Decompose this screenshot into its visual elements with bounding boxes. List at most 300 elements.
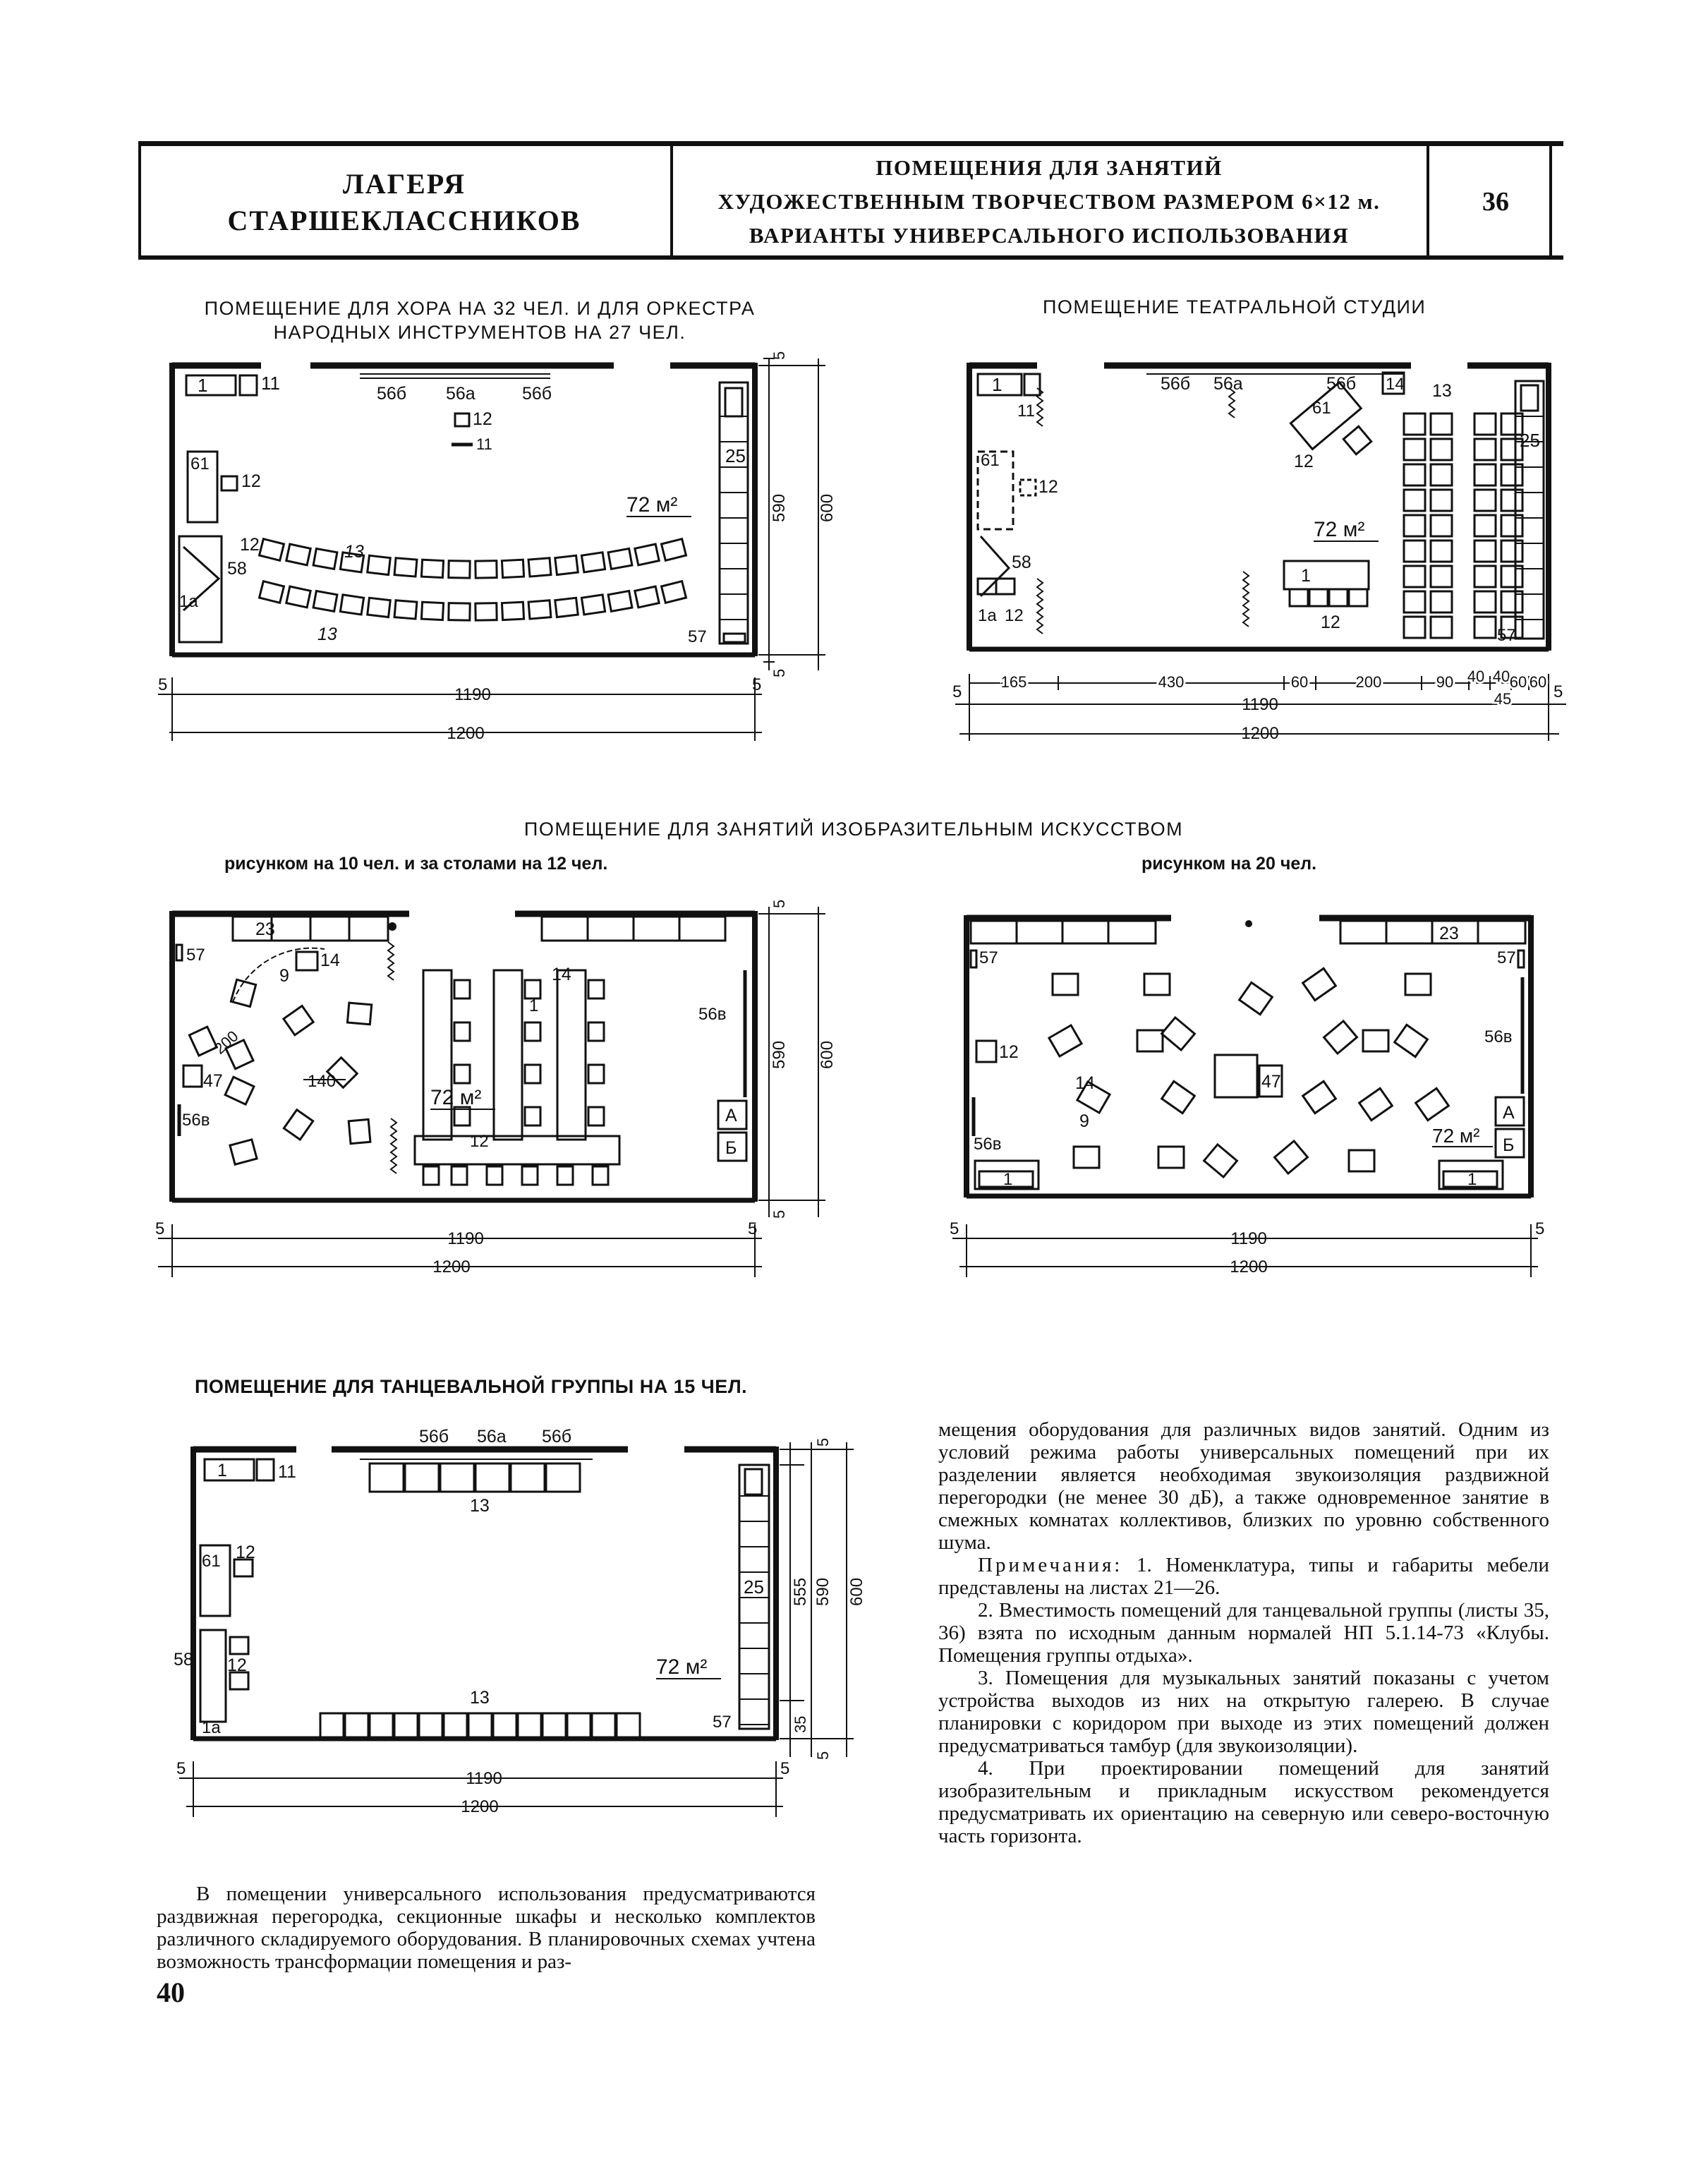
stand-group	[200, 1630, 226, 1722]
label-25: 25	[744, 1576, 764, 1598]
dim-1190: 1190	[454, 685, 491, 704]
area-label: 72 м²	[1314, 518, 1365, 541]
caption-choir-line2: НАРОДНЫХ ИНСТРУМЕНТОВ НА 27 ЧЕЛ.	[273, 322, 686, 343]
chair	[1431, 414, 1452, 435]
dim-1190: 1190	[447, 1229, 484, 1248]
label-11: 11	[278, 1462, 296, 1482]
label-23: 23	[255, 919, 275, 939]
easel	[1053, 974, 1078, 995]
header-title-line2: ХУДОЖЕСТВЕННЫМ ТВОРЧЕСТВОМ РАЗМЕРОМ 6×12 м.	[717, 189, 1381, 214]
label-1: 1	[529, 996, 539, 1015]
label-11: 11	[261, 373, 280, 394]
chair	[522, 1166, 538, 1185]
bench	[493, 1713, 516, 1737]
shelf	[240, 375, 257, 395]
chair	[1343, 426, 1371, 454]
label-b: Б	[725, 1138, 737, 1158]
label-1a: 1а	[202, 1718, 221, 1737]
easel	[1049, 1025, 1082, 1056]
chair	[1474, 490, 1496, 511]
label-57: 57	[1497, 626, 1516, 645]
chair	[1474, 464, 1496, 485]
label-12: 12	[473, 409, 492, 429]
plan-choir	[155, 346, 837, 748]
chair	[1431, 617, 1452, 638]
bench	[468, 1713, 492, 1737]
easel	[1240, 982, 1273, 1014]
chair	[581, 595, 605, 615]
chair	[608, 591, 632, 611]
plan-theatre	[952, 346, 1601, 748]
sink	[1521, 385, 1538, 411]
easel	[1204, 1145, 1237, 1177]
label-12: 12	[1321, 612, 1340, 632]
label-11: 11	[476, 435, 492, 453]
label-a: А	[1503, 1103, 1515, 1123]
chair	[555, 598, 579, 617]
label-1: 1	[1003, 1170, 1013, 1189]
dim-1200: 1200	[461, 1797, 499, 1816]
chair	[1474, 617, 1496, 638]
body-text-left	[157, 1883, 816, 1973]
sink	[725, 388, 742, 416]
chair	[525, 1107, 540, 1125]
header-sheet-title	[672, 147, 1427, 257]
chair	[222, 476, 237, 490]
label-12: 12	[999, 1042, 1019, 1062]
chair	[502, 560, 523, 577]
label-23: 23	[1439, 924, 1459, 943]
shelf	[1518, 950, 1524, 967]
easel	[284, 1006, 313, 1034]
chair	[1474, 414, 1496, 435]
dim-5: 5	[814, 1437, 832, 1447]
chair	[1474, 541, 1496, 562]
easel	[347, 1003, 371, 1025]
label-13: 13	[344, 542, 364, 562]
bench	[370, 1713, 393, 1737]
chair	[1474, 439, 1496, 460]
dim-1190: 1190	[1230, 1229, 1267, 1248]
chair	[1290, 589, 1308, 606]
note-4: 4. При проектировании помещений для занятий изобразительным и прикладным искусством рекомендуется предусматривать их ориентацию на северную или северо-восточную часть горизонта.	[938, 1757, 1549, 1847]
dim-200: 200	[210, 1027, 242, 1058]
header-title-line1: ПОМЕЩЕНИЯ ДЛЯ ЗАНЯТИЙ	[876, 155, 1223, 180]
dim-5: 5	[780, 1759, 790, 1778]
chair	[286, 544, 310, 565]
chair	[1349, 589, 1367, 606]
dim-segment-label: 40	[1492, 668, 1510, 685]
bench	[320, 1713, 344, 1737]
label-56v: 56в	[974, 1135, 1002, 1154]
table	[1215, 1055, 1257, 1097]
chair	[1020, 480, 1036, 495]
dim-5: 5	[158, 675, 168, 694]
dim-segment-label: 90	[1436, 673, 1454, 691]
bench	[419, 1713, 442, 1737]
chair	[588, 980, 604, 998]
label-a: А	[725, 1106, 737, 1125]
chair	[286, 586, 310, 608]
chair	[635, 586, 659, 608]
bench	[440, 1463, 474, 1492]
chair	[1404, 464, 1425, 485]
header-title-line3: ВАРИАНТЫ УНИВЕРСАЛЬНОГО ИСПОЛЬЗОВАНИЯ	[749, 223, 1350, 248]
label-56v: 56в	[698, 1005, 727, 1024]
dim-1190: 1190	[466, 1769, 502, 1788]
column	[389, 923, 396, 930]
label-13: 13	[470, 1688, 490, 1708]
label-56b: 56б	[522, 384, 552, 404]
chair	[1404, 439, 1425, 460]
area-label: 72 м²	[626, 493, 678, 517]
easel	[1158, 1147, 1184, 1168]
bench	[444, 1713, 467, 1737]
label-56v: 56в	[1484, 1027, 1513, 1046]
easel	[1359, 1088, 1393, 1120]
dim-segment-label: 60	[1290, 673, 1309, 691]
arc	[233, 948, 325, 1002]
chair	[368, 598, 391, 617]
label-1a: 1а	[179, 592, 198, 611]
chair	[454, 1022, 470, 1041]
chair	[1431, 490, 1452, 511]
stand-group	[179, 536, 222, 642]
chair	[476, 603, 497, 620]
bench	[370, 1463, 404, 1492]
caption-theatre: ПОМЕЩЕНИЕ ТЕАТРАЛЬНОЙ СТУДИИ	[1043, 296, 1427, 318]
caption-art: ПОМЕЩЕНИЕ ДЛЯ ЗАНЯТИЙ ИЗОБРАЗИТЕЛЬНЫМ ИСКУССТВОМ	[523, 819, 1184, 840]
shelf	[971, 950, 976, 967]
label-12: 12	[1038, 477, 1058, 497]
dim-1200: 1200	[1241, 724, 1279, 743]
dim-5: 5	[950, 1219, 959, 1238]
label-1: 1	[217, 1461, 227, 1480]
dim-5: 5	[770, 1209, 788, 1219]
bench	[546, 1463, 580, 1492]
label-13: 13	[317, 624, 337, 644]
chair	[476, 561, 497, 578]
easel	[1363, 1030, 1388, 1051]
label-57: 57	[713, 1713, 732, 1732]
screen	[388, 942, 394, 980]
easel	[1144, 974, 1170, 995]
label-13: 13	[470, 1496, 490, 1516]
chair	[455, 414, 469, 426]
label-47: 47	[1261, 1072, 1281, 1092]
chair	[394, 558, 417, 577]
label-9: 9	[1079, 1111, 1089, 1131]
label-14: 14	[552, 965, 571, 984]
dim-segment-label: 165	[1000, 673, 1027, 691]
chair	[1404, 490, 1425, 511]
chair	[394, 600, 417, 619]
dim-5: 5	[770, 351, 788, 360]
label-56a: 56а	[477, 1427, 507, 1447]
label-61: 61	[1312, 399, 1331, 418]
long-table	[1284, 561, 1369, 589]
dim-600: 600	[847, 1577, 866, 1606]
body-paragraph: В помещении универсального использования предусматриваются раздвижная перегородка, секционные шкафы и несколько комплектов различного складируемого оборудования. В планировочных схемах учтена возможность трансформации помещения и раз-	[157, 1883, 816, 1973]
dim-5: 5	[1535, 1219, 1545, 1238]
furniture-table	[205, 1459, 254, 1480]
chair	[1474, 566, 1496, 587]
label-56b: 56б	[377, 384, 407, 404]
label-56b: 56б	[1326, 374, 1357, 394]
header-section-title	[138, 150, 670, 255]
label-14: 14	[320, 950, 340, 970]
label-1a: 1а	[978, 606, 997, 625]
area-label: 72 м²	[430, 1086, 482, 1109]
easel	[1162, 1018, 1195, 1050]
bench	[518, 1713, 541, 1737]
easel	[230, 1140, 257, 1164]
label-56b: 56б	[419, 1427, 449, 1447]
plan-dance	[169, 1418, 875, 1828]
label-61: 61	[190, 454, 210, 473]
chair	[260, 581, 284, 603]
dim-5: 5	[748, 1219, 758, 1238]
bench	[592, 1713, 615, 1737]
chair	[1431, 439, 1452, 460]
label-56a: 56а	[446, 384, 476, 404]
dim-segment-label: 60	[1509, 673, 1527, 691]
note-2: 2. Вместимость помещений для танцевальной группы (листы 35, 36) взята по исходным данным нормалей НП 5.1.14-73 «Клубы. Помещения группы отдыха».	[938, 1599, 1549, 1667]
chair	[454, 1065, 470, 1083]
header-section-line1: ЛАГЕРЯ	[342, 168, 466, 200]
label-58: 58	[227, 559, 247, 579]
chair	[588, 1022, 604, 1041]
body-text-right	[938, 1418, 1549, 1847]
label-57: 57	[688, 627, 707, 646]
screen	[391, 1118, 396, 1173]
chair	[1404, 414, 1425, 435]
chair	[421, 602, 443, 620]
label-12: 12	[241, 471, 261, 491]
chair	[525, 1022, 540, 1041]
dim-5: 5	[176, 1759, 186, 1778]
dim-segment-label: 45	[1494, 690, 1512, 708]
dim-600: 600	[818, 493, 837, 522]
label-1: 1	[992, 374, 1003, 395]
easel	[1416, 1088, 1449, 1120]
label-25: 25	[725, 445, 746, 466]
easel	[349, 1119, 370, 1143]
chair	[1431, 515, 1452, 536]
caption-choir-line1: ПОМЕЩЕНИЕ ДЛЯ ХОРА НА 32 ЧЕЛ. И ДЛЯ ОРКЕСТРА	[204, 298, 756, 319]
chair	[588, 1065, 604, 1083]
label-12: 12	[470, 1132, 489, 1151]
label-12: 12	[240, 535, 260, 555]
chair	[423, 1166, 439, 1185]
chair	[449, 603, 470, 620]
dim-1200: 1200	[447, 724, 485, 743]
header-top-rule	[138, 141, 1563, 146]
chair	[1404, 566, 1425, 587]
bench	[543, 1713, 566, 1737]
dim-590: 590	[770, 1040, 789, 1069]
chair	[1309, 589, 1328, 606]
easel	[1162, 1081, 1195, 1113]
chair	[1404, 617, 1425, 638]
bench	[567, 1713, 590, 1737]
easel	[284, 1110, 313, 1140]
chair	[452, 1166, 467, 1185]
label-61: 61	[202, 1552, 221, 1571]
chair	[635, 544, 659, 565]
label-b: Б	[1503, 1135, 1515, 1155]
chair	[1431, 591, 1452, 612]
furniture-table	[186, 375, 236, 395]
dim-5: 5	[752, 675, 762, 694]
chair	[525, 1065, 540, 1083]
label-14: 14	[1075, 1073, 1095, 1093]
bench	[476, 1463, 509, 1492]
bench	[405, 1463, 439, 1492]
label-1: 1	[1467, 1170, 1477, 1189]
dim-5: 5	[155, 1219, 165, 1238]
drawing-table	[494, 970, 522, 1140]
label-58: 58	[1012, 553, 1031, 572]
dim-5: 5	[952, 682, 962, 701]
label-56b: 56б	[542, 1427, 572, 1447]
chair	[662, 539, 686, 561]
notes-label: Примечания:	[978, 1554, 1123, 1576]
dim-35: 35	[792, 1715, 809, 1733]
chair	[662, 581, 686, 603]
stand	[981, 536, 1009, 596]
chair	[608, 548, 632, 569]
chair	[581, 553, 605, 572]
label-14: 14	[1386, 375, 1405, 394]
chair	[1474, 591, 1496, 612]
label-12: 12	[227, 1655, 247, 1675]
caption-art-right: рисунком на 20 чел.	[1141, 854, 1317, 874]
screen	[1037, 388, 1043, 426]
easel	[1303, 968, 1336, 1000]
note-3: 3. Помещения для музыкальных занятий показаны с учетом устройства выходов из них на открытую галерею. В случае планировки с коридором при выходе из этих помещений должен предусматриваться тамбур (для звукоизоляции).	[938, 1667, 1549, 1757]
note-1: 1. Номенклатура, типы и габариты мебели представлены на листах 21—26.	[938, 1554, 1549, 1599]
dim-555: 555	[791, 1577, 810, 1606]
chair	[487, 1166, 502, 1185]
bench	[511, 1463, 545, 1492]
caption-art-left: рисунком на 10 чел. и за столами на 12 чел.	[224, 854, 608, 874]
bench	[617, 1713, 640, 1737]
dim-segment-label: 40	[1467, 668, 1485, 685]
cabinet	[720, 382, 748, 644]
column	[1245, 920, 1252, 927]
label-57: 57	[186, 946, 205, 965]
chair	[1404, 591, 1425, 612]
plan-art-drawing-tables	[155, 893, 837, 1288]
label-61: 61	[981, 451, 1000, 470]
chair	[996, 579, 1014, 594]
label-57: 57	[979, 948, 998, 967]
cabinet-57	[724, 634, 745, 642]
easel	[1275, 1141, 1308, 1173]
chair	[978, 579, 996, 594]
easel	[1395, 1025, 1428, 1056]
plan-art-drawing-20	[945, 893, 1594, 1288]
shelf	[1024, 374, 1040, 395]
chair	[1329, 589, 1347, 606]
dim-segment-label: 430	[1158, 673, 1185, 691]
header-divider-2	[1427, 145, 1429, 258]
body-paragraph: мещения оборудования для различных видов занятий. Одним из условий режима работы универсальных помещений при их разделении является необходимая звукоизоляция раздвижной перегородки (не менее 30 дБ), а также одновременное занятие в смежных комнатах коллективов, близких по уровню собственного шума.	[938, 1418, 1549, 1554]
sink	[745, 1469, 762, 1495]
chair	[1474, 515, 1496, 536]
dim-600: 600	[818, 1040, 837, 1069]
chair	[555, 555, 579, 574]
chair	[230, 1637, 248, 1654]
label-58: 58	[174, 1650, 193, 1670]
dim-segment-label: 60	[1529, 673, 1547, 691]
caption-choir	[127, 296, 832, 344]
bench	[345, 1713, 368, 1737]
label-56v: 56в	[182, 1111, 210, 1130]
chair	[528, 558, 551, 577]
screen	[1243, 572, 1249, 627]
label-9: 9	[279, 966, 289, 986]
easel	[1303, 1081, 1336, 1113]
dim-590: 590	[770, 493, 789, 522]
area-label: 72 м²	[656, 1655, 708, 1679]
label-25: 25	[1520, 430, 1540, 451]
chair	[421, 560, 443, 577]
dim-segment-label: 200	[1355, 673, 1382, 691]
page-number: 40	[157, 1976, 185, 2008]
chair	[1404, 541, 1425, 562]
dim-5: 5	[814, 1751, 832, 1760]
easel	[1074, 1147, 1099, 1168]
drawing-table	[423, 970, 452, 1140]
easel	[225, 1077, 254, 1104]
header-section-line2: СТАРШЕКЛАССНИКОВ	[227, 205, 581, 236]
chair	[588, 1107, 604, 1125]
chair	[1404, 515, 1425, 536]
label-12: 12	[1005, 606, 1024, 625]
caption-dance: ПОМЕЩЕНИЕ ДЛЯ ТАНЦЕВАЛЬНОЙ ГРУППЫ НА 15 ЧЕЛ.	[195, 1376, 748, 1397]
chair	[593, 1166, 608, 1185]
easel	[1137, 1030, 1163, 1051]
label-13: 13	[1432, 381, 1452, 401]
label-1: 1	[198, 375, 208, 396]
dim-1190: 1190	[1242, 695, 1278, 714]
easel	[189, 1027, 217, 1056]
chair	[557, 1166, 573, 1185]
chair	[502, 602, 523, 620]
label-56b: 56б	[1161, 374, 1191, 394]
shelf	[176, 945, 182, 960]
bench	[394, 1713, 418, 1737]
chair	[1431, 541, 1452, 562]
easel	[1324, 1021, 1357, 1054]
dim-5: 5	[770, 899, 788, 908]
shelf	[257, 1459, 274, 1480]
easel-table	[183, 1066, 202, 1087]
chair	[449, 561, 470, 578]
label-11: 11	[1017, 402, 1035, 421]
chair	[976, 1041, 996, 1062]
label-56a: 56а	[1213, 374, 1243, 394]
screen	[1037, 579, 1043, 634]
chair	[1431, 464, 1452, 485]
label-47: 47	[203, 1071, 223, 1091]
chair	[368, 555, 391, 574]
chair	[260, 539, 284, 561]
dim-5: 5	[1553, 682, 1563, 701]
label-12: 12	[236, 1543, 255, 1562]
